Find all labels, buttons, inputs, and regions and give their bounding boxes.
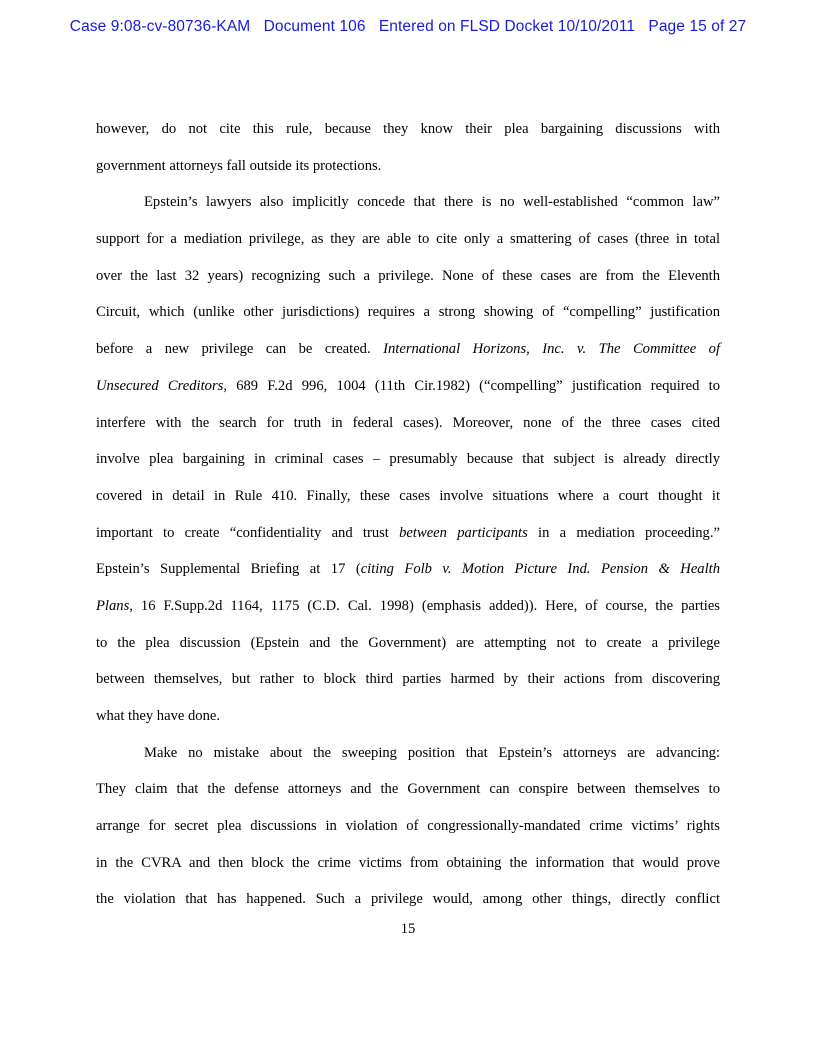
body-line (96, 368, 720, 405)
body-line: between themselves, but rather to block third parties harmed by their actions from discovering (96, 671, 720, 688)
body-line: to the plea discussion (Epstein and the Government) are attempting not to create a privilege (96, 634, 720, 651)
body-line: support for a mediation privilege, as they are able to cite only a smattering of cases (three in total (96, 231, 720, 248)
body-line: what they have done. (96, 708, 221, 724)
case-citation-italic: International Horizons, Inc. v. The Committee of (383, 341, 721, 358)
body-line: covered in detail in Rule 410. Finally, these cases involve situations where a court thought it (96, 487, 720, 504)
body-line-text: in a mediation proceeding.” (527, 524, 720, 541)
case-citation-italic: Plans (96, 597, 130, 614)
body-line: Epstein’s lawyers also implicitly concede that there is no well-established “common law” (144, 194, 720, 211)
body-line: interfere with the search for truth in federal cases). Moreover, none of the three cases cited (96, 414, 720, 431)
body-line (96, 551, 720, 588)
body-line: government attorneys fall outside its protections. (96, 157, 382, 174)
body-line: Circuit, which (unlike other jurisdictions) requires a strong showing of “compelling” justification (96, 304, 720, 321)
body-line: in the CVRA and then block the crime victims from obtaining the information that would prove (96, 854, 720, 871)
body-line (96, 331, 720, 368)
body-line-text: important to create “confidentiality and trust (96, 524, 400, 541)
emphasis-italic: between participants (399, 524, 528, 541)
docket-header (0, 18, 816, 36)
body-line-text: , 16 F.Supp.2d 1164, 1175 (C.D. Cal. 1998) (emphasis added)). Here, of course, the parties (129, 597, 720, 614)
case-citation-italic: citing Folb v. Motion Picture Ind. Pension & Health (360, 561, 720, 578)
body-line-text: before a new privilege can be created. (96, 341, 384, 358)
body-line: involve plea bargaining in criminal cases – presumably because that subject is already directly (96, 451, 720, 468)
header-page-count: Page 15 of 27 (648, 18, 747, 35)
body-line: Make no mistake about the sweeping position that Epstein’s attorneys are advancing: (144, 744, 720, 761)
page-number: 15 (400, 921, 416, 937)
document-body (96, 111, 720, 918)
header-case-number: Case 9:08-cv-80736-KAM (69, 18, 251, 35)
header-entered-docket: Entered on FLSD Docket 10/10/2011 (378, 18, 636, 35)
body-line: the violation that has happened. Such a privilege would, among other things, directly conflict (96, 891, 720, 908)
body-line: however, do not cite this rule, because they know their plea bargaining discussions with (96, 121, 720, 137)
case-citation-italic: Unsecured Creditors, (96, 377, 227, 394)
body-line-text: 689 F.2d 996, 1004 (11th Cir.1982) (“compelling” justification required to (226, 377, 720, 394)
body-line: arrange for secret plea discussions in violation of congressionally-mandated crime victims’ rights (96, 818, 720, 835)
body-line: over the last 32 years) recognizing such a privilege. None of these cases are from the Eleventh (96, 267, 720, 284)
body-line (96, 588, 720, 625)
body-line-text: Epstein’s Supplemental Briefing at 17 ( (96, 561, 361, 578)
body-line: They claim that the defense attorneys and the Government can conspire between themselves to (96, 781, 720, 798)
body-line (96, 515, 720, 552)
header-document-number: Document 106 (263, 18, 366, 35)
